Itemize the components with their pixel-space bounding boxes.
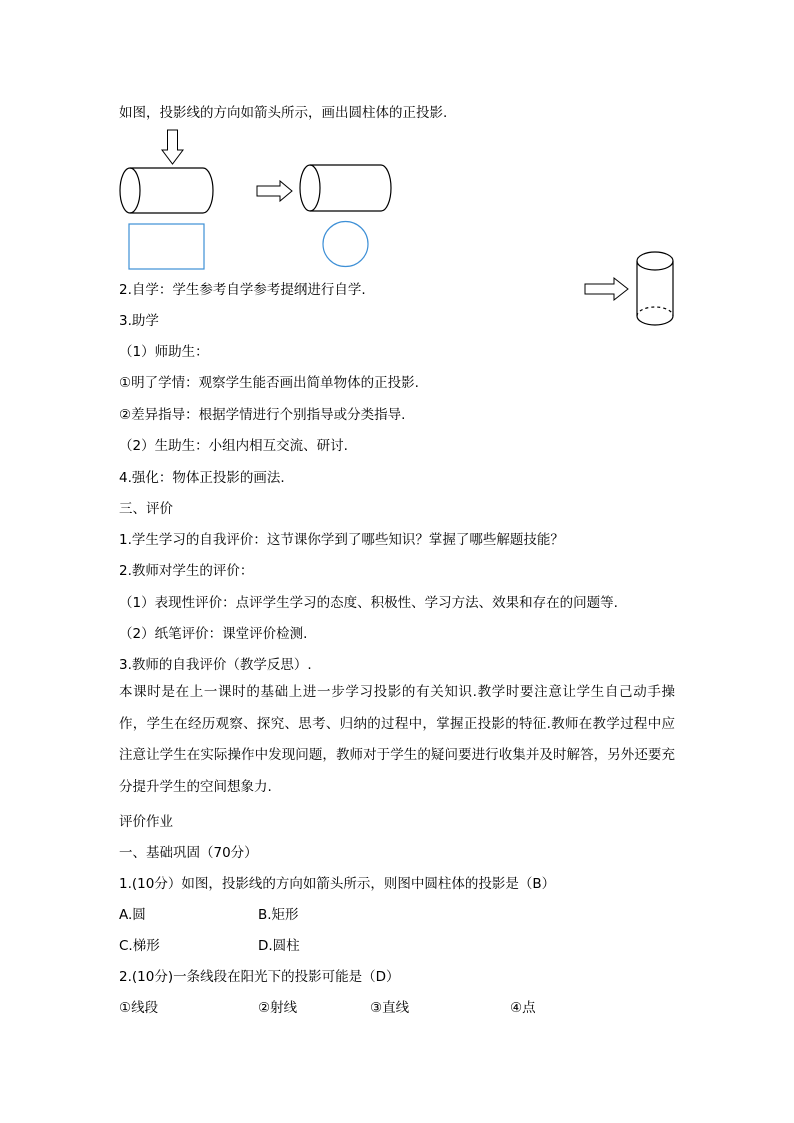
- q1-option-c: C.梯形: [119, 938, 160, 954]
- rectangle-projection-icon: [129, 224, 204, 269]
- teacher-assist-line: （1）师助生：: [119, 344, 209, 360]
- differential-guidance-line: ②差异指导：根据学情进行个别指导或分类指导.: [119, 407, 406, 423]
- question-2: 2.(10分)一条线段在阳光下的投影可能是（D）: [119, 969, 400, 985]
- self-study-line: 2.自学：学生参考自学参考提纲进行自学.: [119, 282, 366, 298]
- self-evaluation-line: 1.学生学习的自我评价：这节课你学到了哪些知识？掌握了哪些解题技能？: [119, 532, 564, 548]
- basic-section-heading: 一、基础巩固（70分）: [119, 845, 258, 861]
- evaluation-heading: 三、评价: [119, 501, 173, 517]
- q1-option-d: D.圆柱: [258, 938, 300, 954]
- q1-option-a: A.圆: [119, 907, 146, 923]
- q2-option-3: ③直线: [370, 1000, 410, 1016]
- homework-heading: 评价作业: [119, 814, 173, 830]
- teacher-reflection-line: 3.教师的自我评价（教学反思）.: [119, 657, 312, 673]
- student-assist-line: （2）生助生：小组内相互交流、研讨.: [119, 438, 348, 454]
- cylinder-icon: [300, 165, 391, 211]
- projection-figures: [0, 0, 794, 360]
- teacher-evaluation-line: 2.教师对学生的评价：: [119, 563, 254, 579]
- q2-option-2: ②射线: [258, 1000, 298, 1016]
- assist-heading: 3.助学: [119, 313, 159, 329]
- paper-evaluation-line: （2）纸笔评价：课堂评价检测.: [119, 626, 308, 642]
- understand-situation-line: ①明了学情：观察学生能否画出简单物体的正投影.: [119, 375, 419, 391]
- q2-option-4: ④点: [510, 1000, 536, 1016]
- q1-option-b: B.矩形: [258, 907, 299, 923]
- vertical-cylinder-icon: [637, 252, 673, 325]
- right-arrow-icon: [585, 278, 628, 300]
- q2-option-1: ①线段: [119, 1000, 159, 1016]
- circle-projection-icon: [323, 222, 368, 267]
- down-arrow-icon: [162, 130, 183, 164]
- performance-evaluation-line: （1）表现性评价：点评学生学习的态度、积极性、学习方法、效果和存在的问题等.: [119, 595, 618, 611]
- cylinder-icon: [120, 168, 213, 213]
- right-arrow-icon: [257, 181, 292, 201]
- reinforce-line: 4.强化：物体正投影的画法.: [119, 470, 285, 486]
- question-1: 1.(10分）如图，投影线的方向如箭头所示，则图中圆柱体的投影是（B）: [119, 876, 556, 892]
- intro-text: 如图，投影线的方向如箭头所示，画出圆柱体的正投影.: [119, 105, 448, 121]
- reflection-paragraph: 本课时是在上一课时的基础上进一步学习投影的有关知识.教学时要注意让学生自己动手操作，学生在经历观察、探究、思考、归纳的过程中，掌握正投影的特征.教师在教学过程中应注意让学生在实际操作中发现问题，教师对于学生的疑问要进行收集并及时解答，另外还要充分提升学生的空间想象力.: [119, 684, 675, 795]
